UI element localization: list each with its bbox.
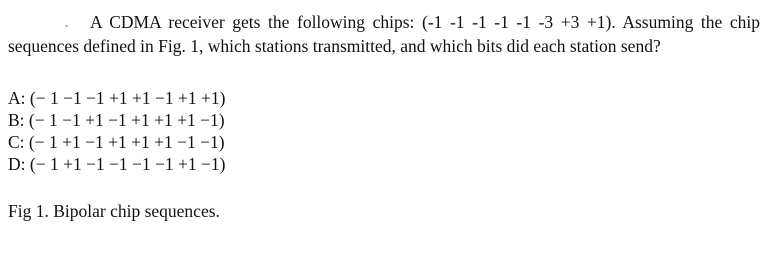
sequence-chips: (− 1 +1 −1 −1 −1 −1 +1 −1) — [29, 154, 226, 174]
chip-sequence-list — [8, 87, 760, 175]
sequence-chips: (− 1 −1 +1 −1 +1 +1 +1 −1) — [28, 110, 225, 130]
document-page — [8, 10, 760, 222]
sequence-chips: (− 1 −1 −1 +1 +1 −1 +1 +1) — [29, 88, 226, 108]
sequence-label: B: — [8, 110, 25, 130]
question-text: A CDMA receiver gets the following chips: (-1 -1 -1 -1 -1 -3 +3 +1). Assuming the chip sequences defined in Fig. 1, which stations transmitted, and which bits did each station send? — [8, 12, 760, 56]
sequence-d — [8, 153, 760, 175]
question-paragraph — [8, 10, 760, 58]
sequence-b — [8, 109, 760, 131]
sequence-chips: (− 1 +1 −1 +1 +1 +1 −1 −1) — [28, 132, 225, 152]
sequence-a — [8, 87, 760, 109]
sequence-label: A: — [8, 88, 26, 108]
scan-speck — [65, 25, 68, 27]
sequence-label: D: — [8, 154, 26, 174]
sequence-label: C: — [8, 132, 25, 152]
figure-caption: Fig 1. Bipolar chip sequences. — [8, 201, 220, 221]
sequence-c — [8, 131, 760, 153]
